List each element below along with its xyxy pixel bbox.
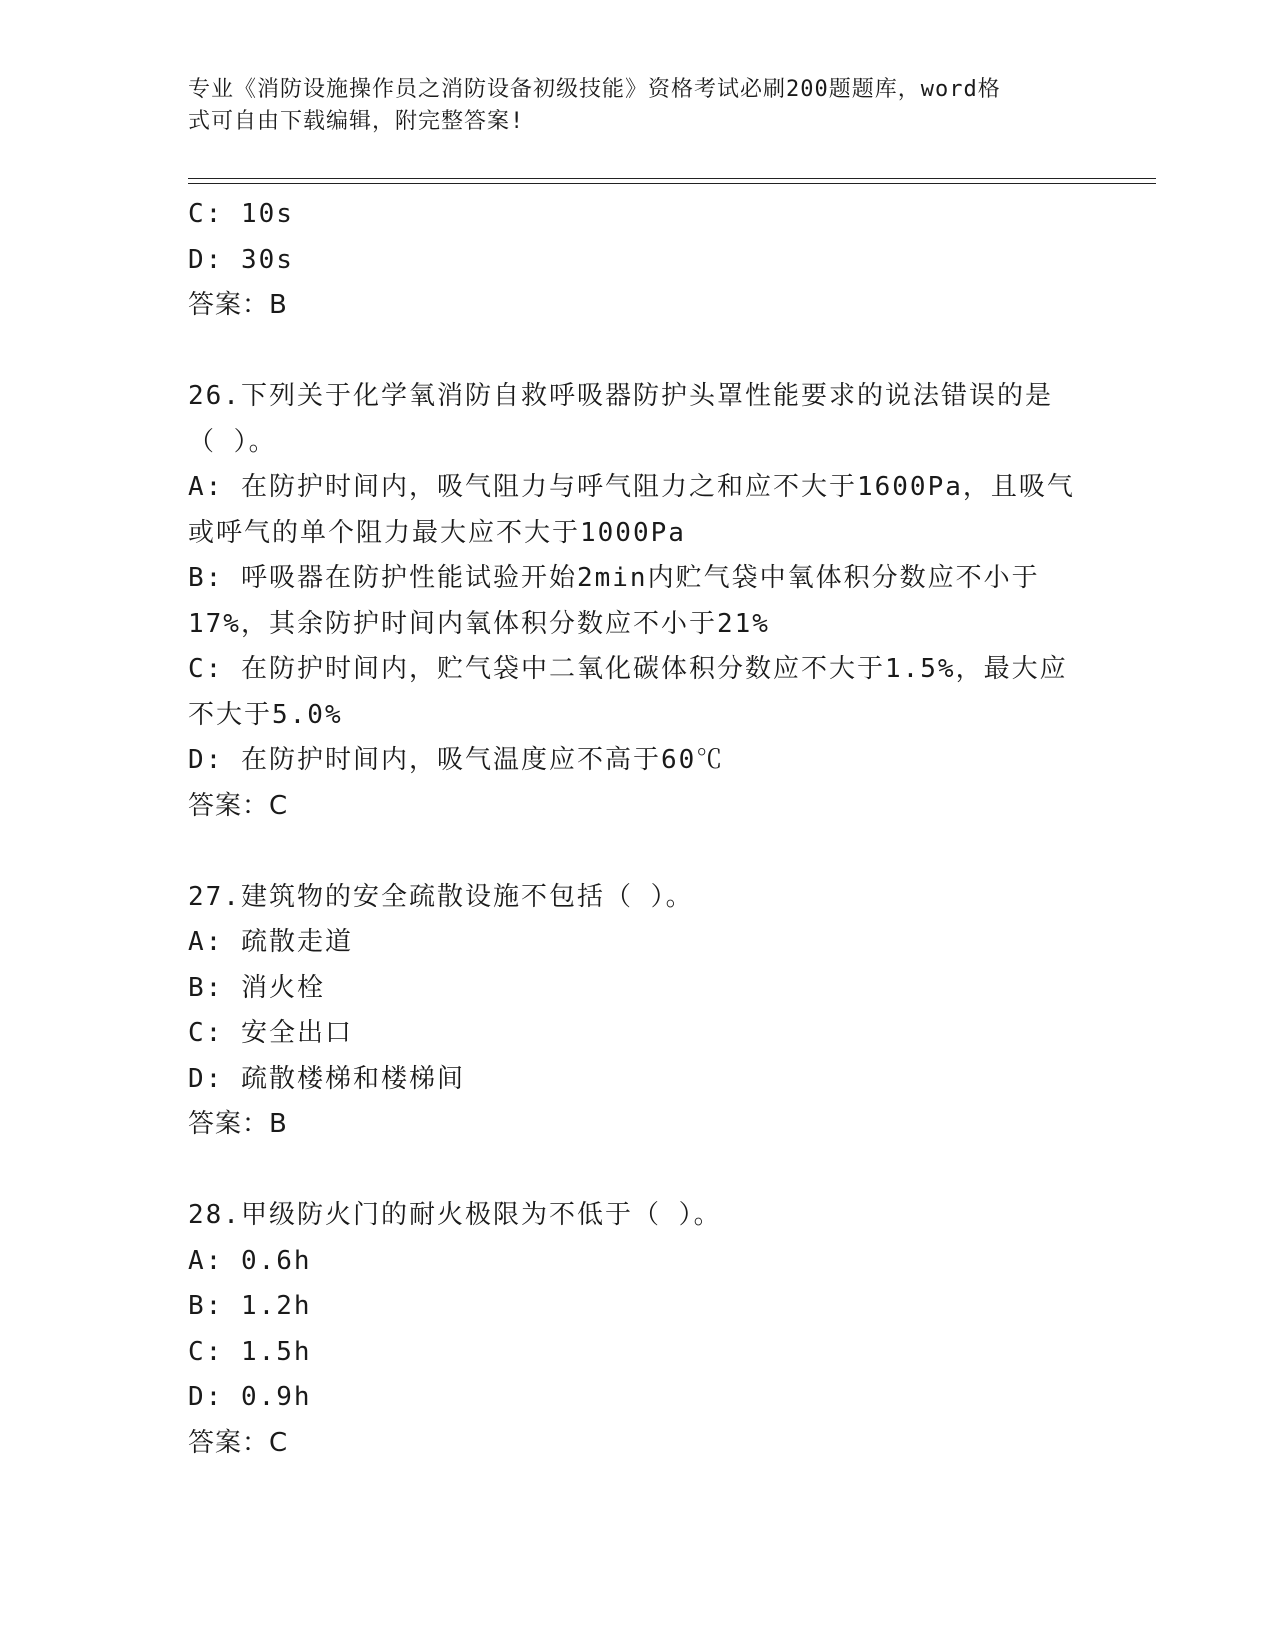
option-line: C: 安全出口: [188, 1018, 353, 1048]
option-line: D: 30s: [188, 244, 294, 275]
answer-line: 答案：B: [188, 290, 288, 320]
previous-question-tail: [188, 192, 1088, 329]
option-line: C: 1.5h: [188, 1336, 312, 1367]
answer-line: 答案：C: [188, 790, 289, 821]
option-line: C: 10s: [188, 199, 294, 229]
question-stem: （ ）。: [188, 426, 277, 457]
option-line: A: 在防护时间内，吸气阻力与呼气阻力之和应不大于1600Pa，且吸气: [188, 472, 1075, 502]
option-line: D: 疏散楼梯和楼梯间: [188, 1063, 465, 1094]
answer-line: 答案：B: [188, 1109, 288, 1139]
option-line: B: 1.2h: [188, 1291, 312, 1321]
option-line: 不大于5.0%: [188, 699, 343, 730]
question-26: [188, 374, 1088, 829]
question-28: [188, 1193, 1088, 1466]
option-line: C: 在防护时间内，贮气袋中二氧化碳体积分数应不大于1.5%，最大应: [188, 654, 1068, 684]
question-stem: 26.下列关于化学氧消防自救呼吸器防护头罩性能要求的说法错误的是: [188, 381, 1053, 411]
option-line: A: 0.6h: [188, 1245, 312, 1276]
question-stem: 27.建筑物的安全疏散设施不包括（ ）。: [188, 881, 694, 912]
header-divider-top: [188, 178, 1156, 179]
option-line: 17%，其余防护时间内氧体积分数应不小于21%: [188, 608, 770, 639]
option-line: D: 在防护时间内，吸气温度应不高于60℃: [188, 745, 725, 775]
option-line: A: 疏散走道: [188, 927, 353, 957]
header-line-2: 式可自由下载编辑，附完整答案!: [188, 109, 525, 134]
question-content: [188, 192, 1088, 1466]
header-line-1: 专业《消防设施操作员之消防设备初级技能》资格考试必刷200题题库，word格: [188, 77, 1001, 102]
answer-line: 答案：C: [188, 1427, 289, 1458]
header-divider-bottom: [188, 183, 1156, 184]
option-line: D: 0.9h: [188, 1382, 312, 1412]
spacer: [188, 1148, 1088, 1194]
spacer: [188, 329, 1088, 375]
page-header: [188, 74, 1088, 138]
option-line: B: 消火栓: [188, 972, 325, 1003]
question-27: [188, 875, 1088, 1148]
option-line: B: 呼吸器在防护性能试验开始2min内贮气袋中氧体积分数应不小于: [188, 563, 1040, 593]
question-stem: 28.甲级防火门的耐火极限为不低于（ ）。: [188, 1200, 722, 1230]
spacer: [188, 829, 1088, 875]
option-line: 或呼气的单个阻力最大应不大于1000Pa: [188, 517, 686, 548]
